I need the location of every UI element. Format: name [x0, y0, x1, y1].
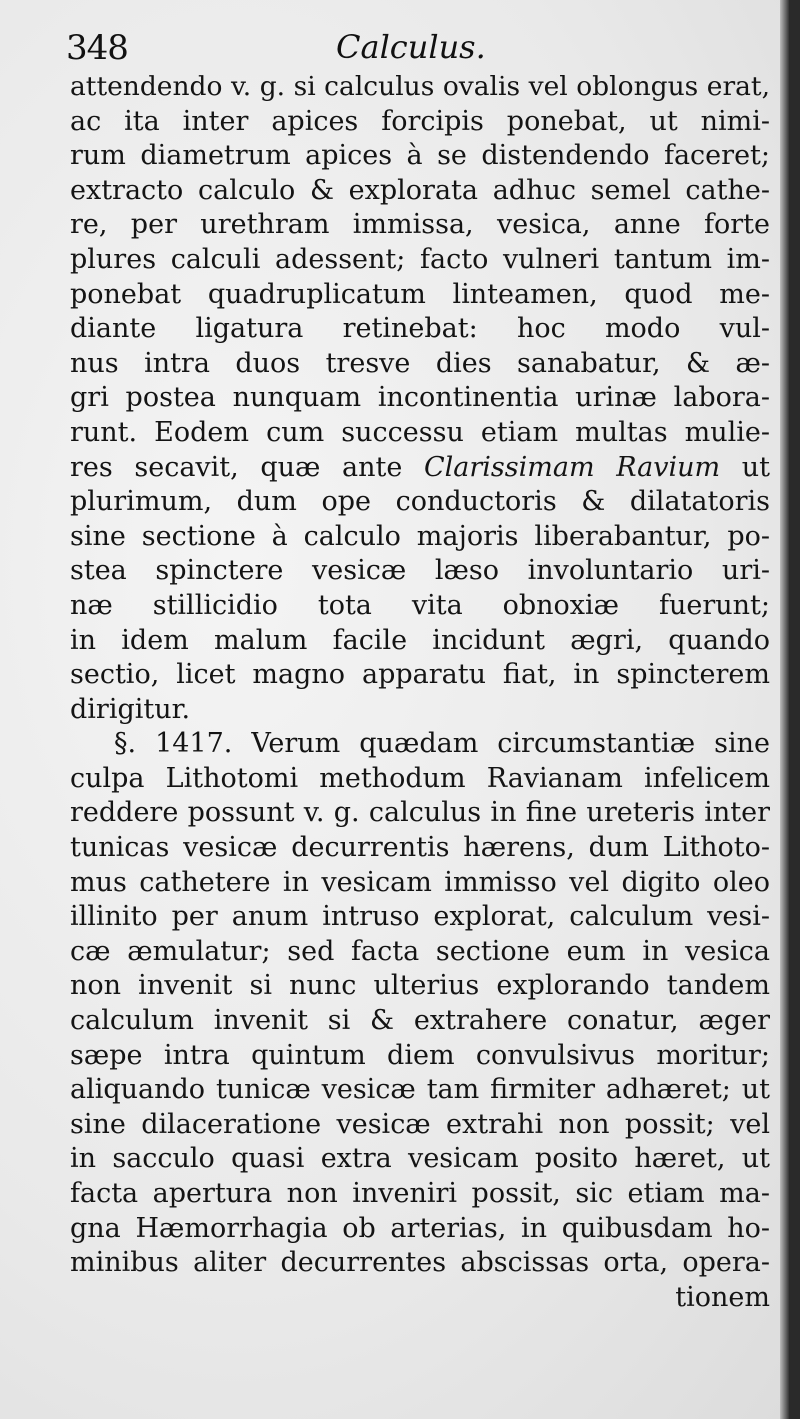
italic-name: Clarissimam Ravium	[424, 451, 721, 483]
text-line: plurimum, dum ope conductoris & dilatatoris	[70, 486, 770, 518]
running-title: Calculus.	[336, 28, 486, 66]
text-line: plures calculi adessent; facto vulneri tantum im-	[70, 243, 770, 275]
text-line: aliquando tunicæ vesicæ tam firmiter adhæret; ut	[70, 1074, 770, 1106]
text-line: sæpe intra quintum diem convulsivus moritur;	[70, 1039, 770, 1071]
text-line: facta apertura non inveniri possit, sic etiam ma-	[70, 1178, 770, 1209]
page-number: 348	[66, 28, 128, 68]
text-line: runt. Eodem cum successu etiam multas mulie-	[70, 416, 770, 448]
text-line: gri postea nunquam incontinentia urinæ labora-	[70, 382, 770, 414]
text-line: minibus aliter decurrentes abscissas orta, opera-	[70, 1247, 770, 1279]
text-line: calculum invenit si & extrahere conatur, æger	[70, 1005, 770, 1037]
page-edge-shadow	[780, 0, 790, 1419]
text-line: gna Hæmorrhagia ob arterias, in quibusdam ho-	[70, 1212, 770, 1244]
section-start-line: §. 1417. Verum quædam circumstantiæ sine	[114, 728, 770, 760]
catchword-line: tionem	[675, 1281, 770, 1313]
text-line: diante ligatura retinebat: hoc modo vul-	[70, 313, 770, 345]
text-line: res secavit, quæ ante Clarissimam Ravium ut	[70, 451, 770, 483]
text-line: sectio, licet magno apparatu fiat, in spincterem	[70, 659, 770, 691]
text-line: attendendo v. g. si calculus ovalis vel oblongus erat,	[70, 71, 770, 102]
text-line: sine dilaceratione vesicæ extrahi non possit; vel	[70, 1108, 770, 1140]
text-line: reddere possunt v. g. calculus in fine ureteris inter	[70, 797, 770, 829]
text-line: in sacculo quasi extra vesicam posito hæret, ut	[70, 1143, 770, 1175]
text-line: re, per urethram immissa, vesica, anne forte	[70, 209, 770, 241]
text-line: sine sectione à calculo majoris liberabantur, po-	[70, 520, 770, 552]
text-line: extracto calculo & explorata adhuc semel cathe-	[70, 174, 770, 206]
text-line: cæ æmulatur; sed facta sectione eum in vesica	[70, 935, 770, 967]
text-line: mus cathetere in vesicam immisso vel digito oleo	[70, 866, 770, 898]
text-line: rum diametrum apices à se distendendo faceret;	[70, 140, 770, 172]
text-line: in idem malum facile incidunt ægri, quando	[70, 624, 770, 656]
text-line: nus intra duos tresve dies sanabatur, & æ-	[70, 347, 770, 379]
text-line: illinito per anum intruso explorat, calculum vesi-	[70, 901, 770, 933]
text-line: non invenit si nunc ulterius explorando tandem	[70, 970, 770, 1002]
text-line: næ stillicidio tota vita obnoxiæ fuerunt;	[70, 589, 770, 621]
body-text	[70, 70, 770, 1315]
text-line: culpa Lithotomi methodum Ravianam infelicem	[70, 762, 770, 794]
page-header	[66, 24, 756, 74]
text-line: ponebat quadruplicatum linteamen, quod me-	[70, 278, 770, 310]
paragraph-end-line: dirigitur.	[70, 693, 191, 725]
text-line: tunicas vesicæ decurrentis hærens, dum Lithoto-	[70, 832, 770, 864]
text-line: stea spinctere vesicæ læso involuntario uri-	[70, 555, 770, 587]
text-line: ac ita inter apices forcipis ponebat, ut nimi-	[70, 105, 770, 137]
